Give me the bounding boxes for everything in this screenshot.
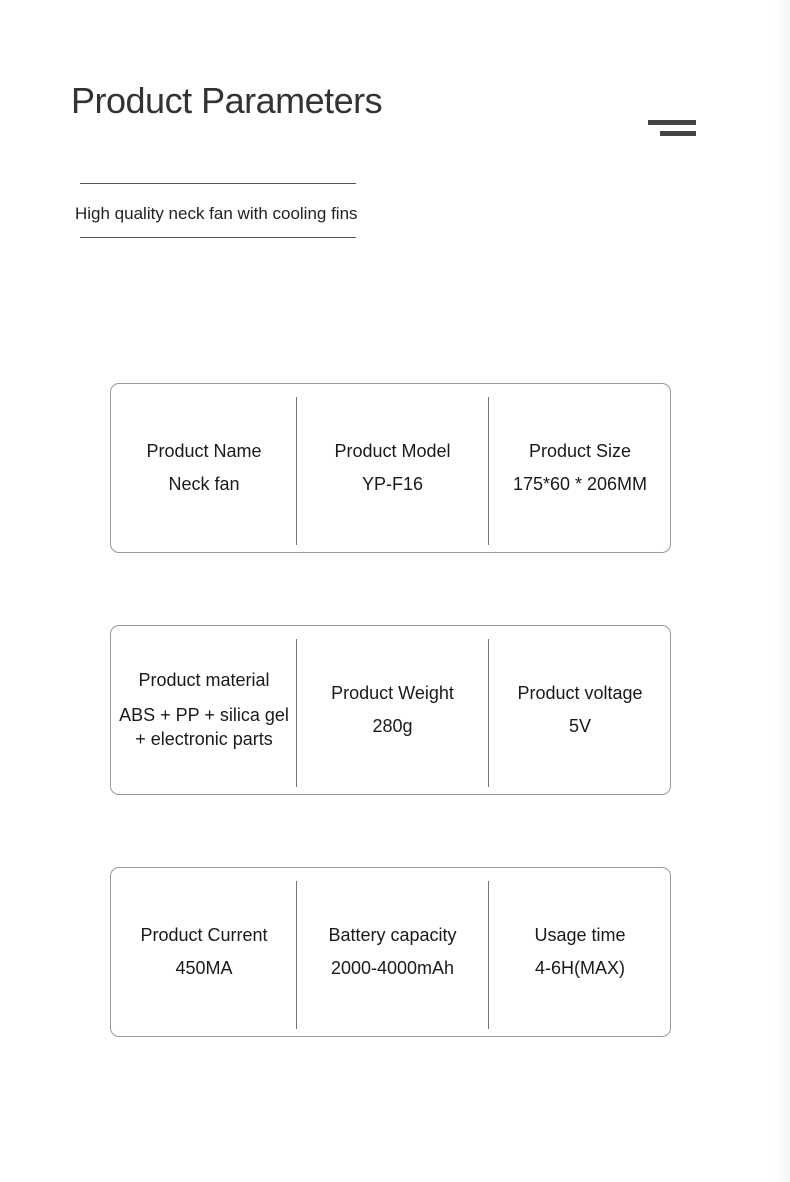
parameter-card-3: [110, 867, 671, 1037]
parameter-product-voltage: [489, 626, 671, 794]
parameter-product-current: [111, 868, 297, 1036]
parameter-label: Usage time: [534, 925, 626, 945]
parameter-value: 2000-4000mAh: [330, 958, 455, 978]
parameter-label: Product material: [138, 670, 270, 690]
parameter-value: 280g: [372, 716, 413, 736]
parameter-value: 450MA: [175, 958, 233, 978]
parameter-card-2: [110, 625, 671, 795]
subtitle-bottom-rule: [80, 237, 356, 238]
parameter-product-weight: [297, 626, 488, 794]
parameter-product-model: [297, 384, 488, 552]
parameter-label: Product Model: [334, 441, 451, 461]
parameter-battery-capacity: [297, 868, 488, 1036]
parameter-value: YP-F16: [361, 474, 424, 494]
menu-icon[interactable]: [648, 120, 696, 144]
parameter-value: 175*60 * 206MM: [512, 474, 648, 494]
parameter-value: ABS + PP + silica gel + electronic parts: [119, 705, 289, 749]
subtitle-top-rule: [80, 183, 356, 184]
page-subtitle: High quality neck fan with cooling fins: [75, 204, 358, 223]
page-title: Product Parameters: [71, 80, 383, 121]
parameter-label: Product voltage: [517, 683, 643, 703]
parameter-label: Battery capacity: [328, 925, 457, 945]
parameter-label: Product Weight: [331, 683, 454, 703]
parameter-label: Product Size: [528, 441, 632, 461]
menu-icon-bar-top: [648, 120, 696, 125]
parameter-label: Product Current: [140, 925, 268, 945]
parameter-value: 5V: [568, 716, 592, 736]
parameter-label: Product Name: [146, 441, 262, 461]
parameter-product-material: [111, 626, 297, 794]
menu-icon-bar-bottom: [660, 131, 696, 136]
parameter-card-1: [110, 383, 671, 553]
parameter-product-size: [489, 384, 671, 552]
parameter-value: 4-6H(MAX): [534, 958, 625, 978]
parameter-product-name: [111, 384, 297, 552]
parameter-value: Neck fan: [168, 474, 240, 494]
page-edge: [774, 0, 790, 1182]
parameter-usage-time: [489, 868, 671, 1036]
